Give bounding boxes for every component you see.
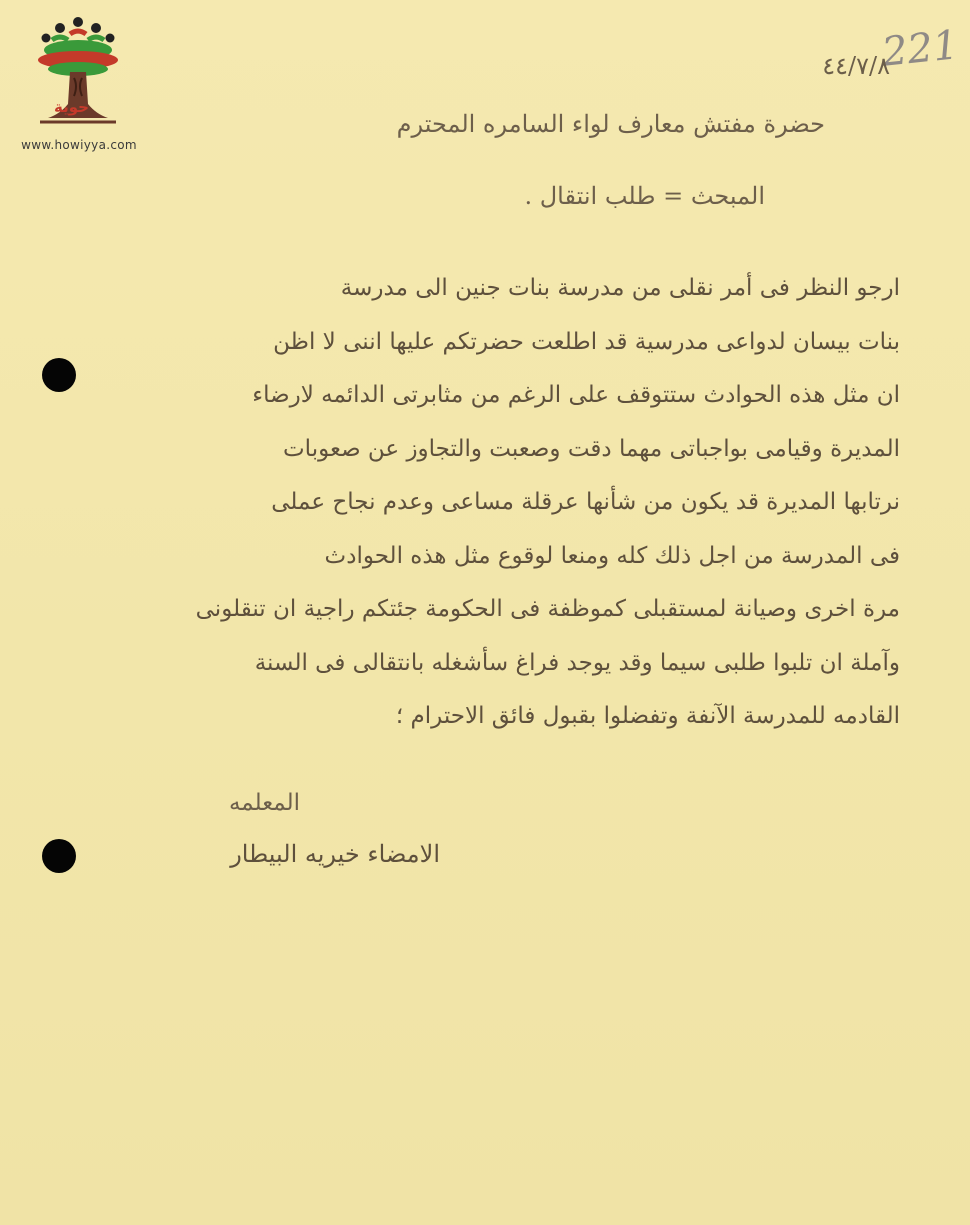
addressee-line: حضرة مفتش معارف لواء السامره المحترم <box>396 110 825 138</box>
body-line: المديرة وقيامى بواجباتى مهما دقت وصعبت والتجاوز عن صعوبات <box>283 435 900 462</box>
body-line: فى المدرسة من اجل ذلك كله ومنعا لوقوع مثل هذه الحوادث <box>324 542 900 569</box>
subject-line: المبحث = طلب انتقال . <box>524 182 765 210</box>
logo-wordmark: حوية <box>54 98 89 116</box>
body-line: ارجو النظر فى أمر نقلى من مدرسة بنات جنين الى مدرسة <box>340 275 900 301</box>
letter-date: ٤٤/٧/٨ <box>822 52 890 80</box>
punch-hole <box>42 839 76 873</box>
howiyya-logo <box>14 14 144 154</box>
body-line: القادمه للمدرسة الآنفة وتفضلوا بقبول فائق الاحترام ؛ <box>395 703 900 729</box>
teacher-label: المعلمه <box>228 790 300 816</box>
body-line: نرتابها المديرة قد يكون من شأنها عرقلة مساعى وعدم نجاح عملى <box>271 489 900 515</box>
family-tree-icon <box>30 14 126 134</box>
body-line: مرة اخرى وصيانة لمستقبلى كموظفة فى الحكومة جئتكم راجية ان تنقلونى <box>195 596 900 622</box>
body-line: ان مثل هذه الحوادث ستتوقف على الرغم من مثابرتى الدائمه لارضاء <box>252 382 900 408</box>
archive-number: 221 <box>879 22 961 76</box>
punch-hole <box>42 358 76 392</box>
body-line: وآملة ان تلبوا طلبى سيما وقد يوجد فراغ سأشغله بانتقالى فى السنة <box>254 649 900 676</box>
logo-url: www.howiyya.com <box>21 138 137 152</box>
letter-body <box>100 262 900 744</box>
body-line: بنات بيسان لدواعى مدرسية قد اطلعت حضرتكم عليها اننى لا اظن <box>273 328 900 355</box>
signature-line: الامضاء خيريه البيطار <box>230 840 440 868</box>
